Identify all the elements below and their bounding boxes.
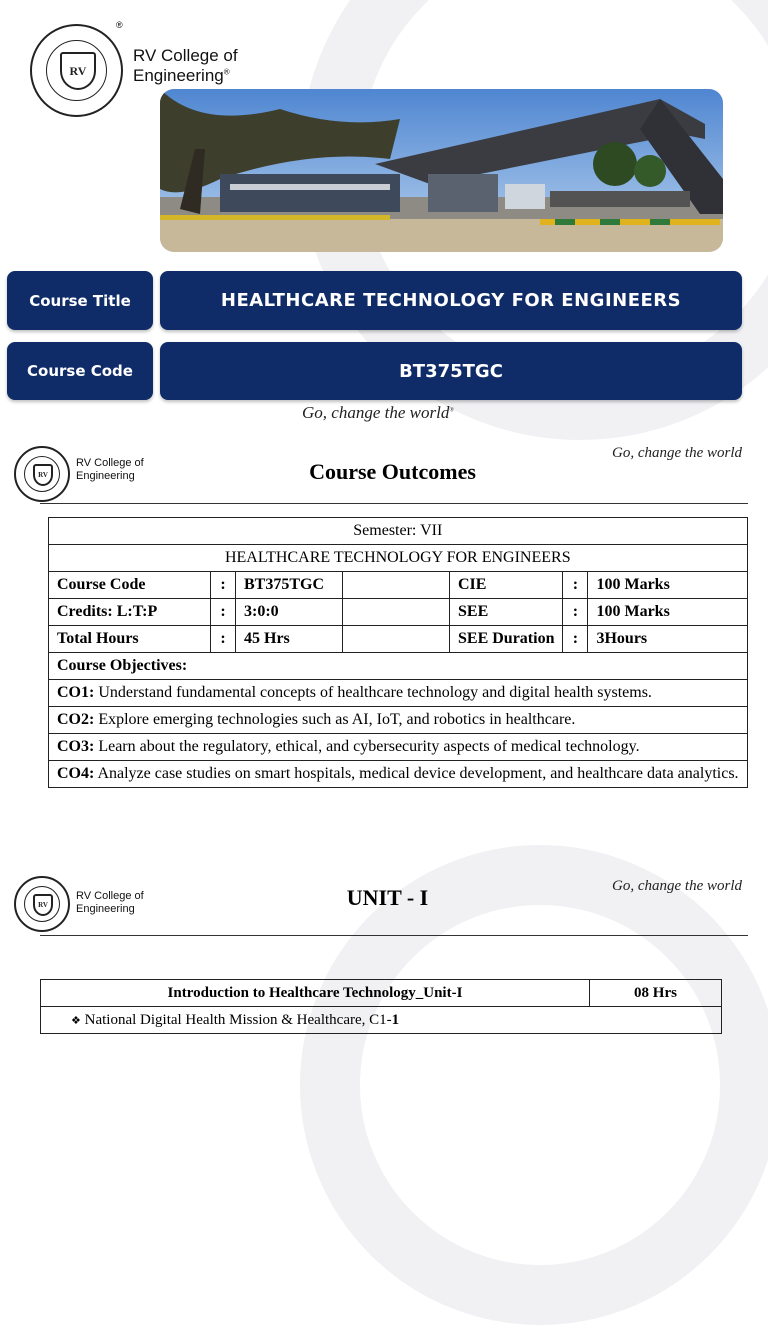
table-row: Credits: L:T:P : 3:0:0 SEE : 100 Marks — [49, 599, 748, 626]
table-row — [49, 518, 748, 545]
brand-line-1: RV College of — [133, 46, 238, 65]
table-row — [49, 545, 748, 572]
semester-cell: Semester: VII — [49, 518, 748, 545]
college-brand-name: RV College of Engineering® — [133, 46, 238, 86]
table-row: Total Hours : 45 Hrs SEE Duration : 3Hours — [49, 626, 748, 653]
table-row — [49, 707, 748, 734]
background-arc-2 — [300, 845, 768, 1325]
unit-hours-cell: 08 Hrs — [590, 980, 722, 1007]
course-code-value: BT375TGC — [160, 342, 742, 400]
slide1-tagline: Go, change the world® — [302, 403, 454, 422]
table-row — [49, 734, 748, 761]
unit-syllabus-table — [40, 979, 722, 1034]
course-title-value: HEALTHCARE TECHNOLOGY FOR ENGINEERS — [160, 271, 742, 330]
college-seal-logo: RV — [30, 24, 123, 117]
outcome-co2: CO2: Explore emerging technologies such as AI, IoT, and robotics in healthcare. — [49, 707, 748, 734]
brand-line-2: Engineering — [133, 66, 224, 86]
slide3-tagline: Go, change the world — [612, 878, 742, 894]
college-seal-logo-small-2: RV — [14, 876, 70, 932]
table-row — [41, 1007, 722, 1034]
table-row: Course Code : BT375TGC CIE : 100 Marks — [49, 572, 748, 599]
table-row — [41, 980, 722, 1007]
course-title-label: Course Title — [7, 271, 153, 330]
bullet-icon: ❖ — [71, 1014, 81, 1027]
college-brand-name-small: RV College of Engineering — [76, 457, 144, 483]
course-name-cell: HEALTHCARE TECHNOLOGY FOR ENGINEERS — [49, 545, 748, 572]
outcome-co3: CO3: Learn about the regulatory, ethical, and cybersecurity aspects of medical technology. — [49, 734, 748, 761]
unit-title: UNIT - I — [346, 885, 429, 910]
table-row — [49, 653, 748, 680]
logo-registered-mark: ® — [116, 20, 123, 30]
college-brand-name-small-2: RV College of Engineering — [76, 890, 144, 916]
campus-gate-photo — [160, 89, 723, 252]
course-outcomes-title: Course Outcomes — [309, 459, 476, 484]
college-seal-logo-small: RV — [14, 446, 70, 502]
unit-heading-cell: Introduction to Healthcare Technology_Unit-I — [41, 980, 590, 1007]
course-details-table — [48, 517, 748, 788]
objectives-heading: Course Objectives: — [49, 653, 748, 680]
outcome-co4: CO4: Analyze case studies on smart hospitals, medical device development, and healthcare data analytics. — [49, 761, 748, 788]
slide2-tagline: Go, change the world — [612, 445, 742, 461]
table-row — [49, 761, 748, 788]
table-row — [49, 680, 748, 707]
course-code-label: Course Code — [7, 342, 153, 400]
header-divider-2 — [40, 935, 748, 936]
header-divider — [40, 503, 748, 504]
unit-topic-item: ❖ National Digital Health Mission & Healthcare, C1-1 — [41, 1007, 722, 1034]
outcome-co1: CO1: Understand fundamental concepts of healthcare technology and digital health systems. — [49, 680, 748, 707]
